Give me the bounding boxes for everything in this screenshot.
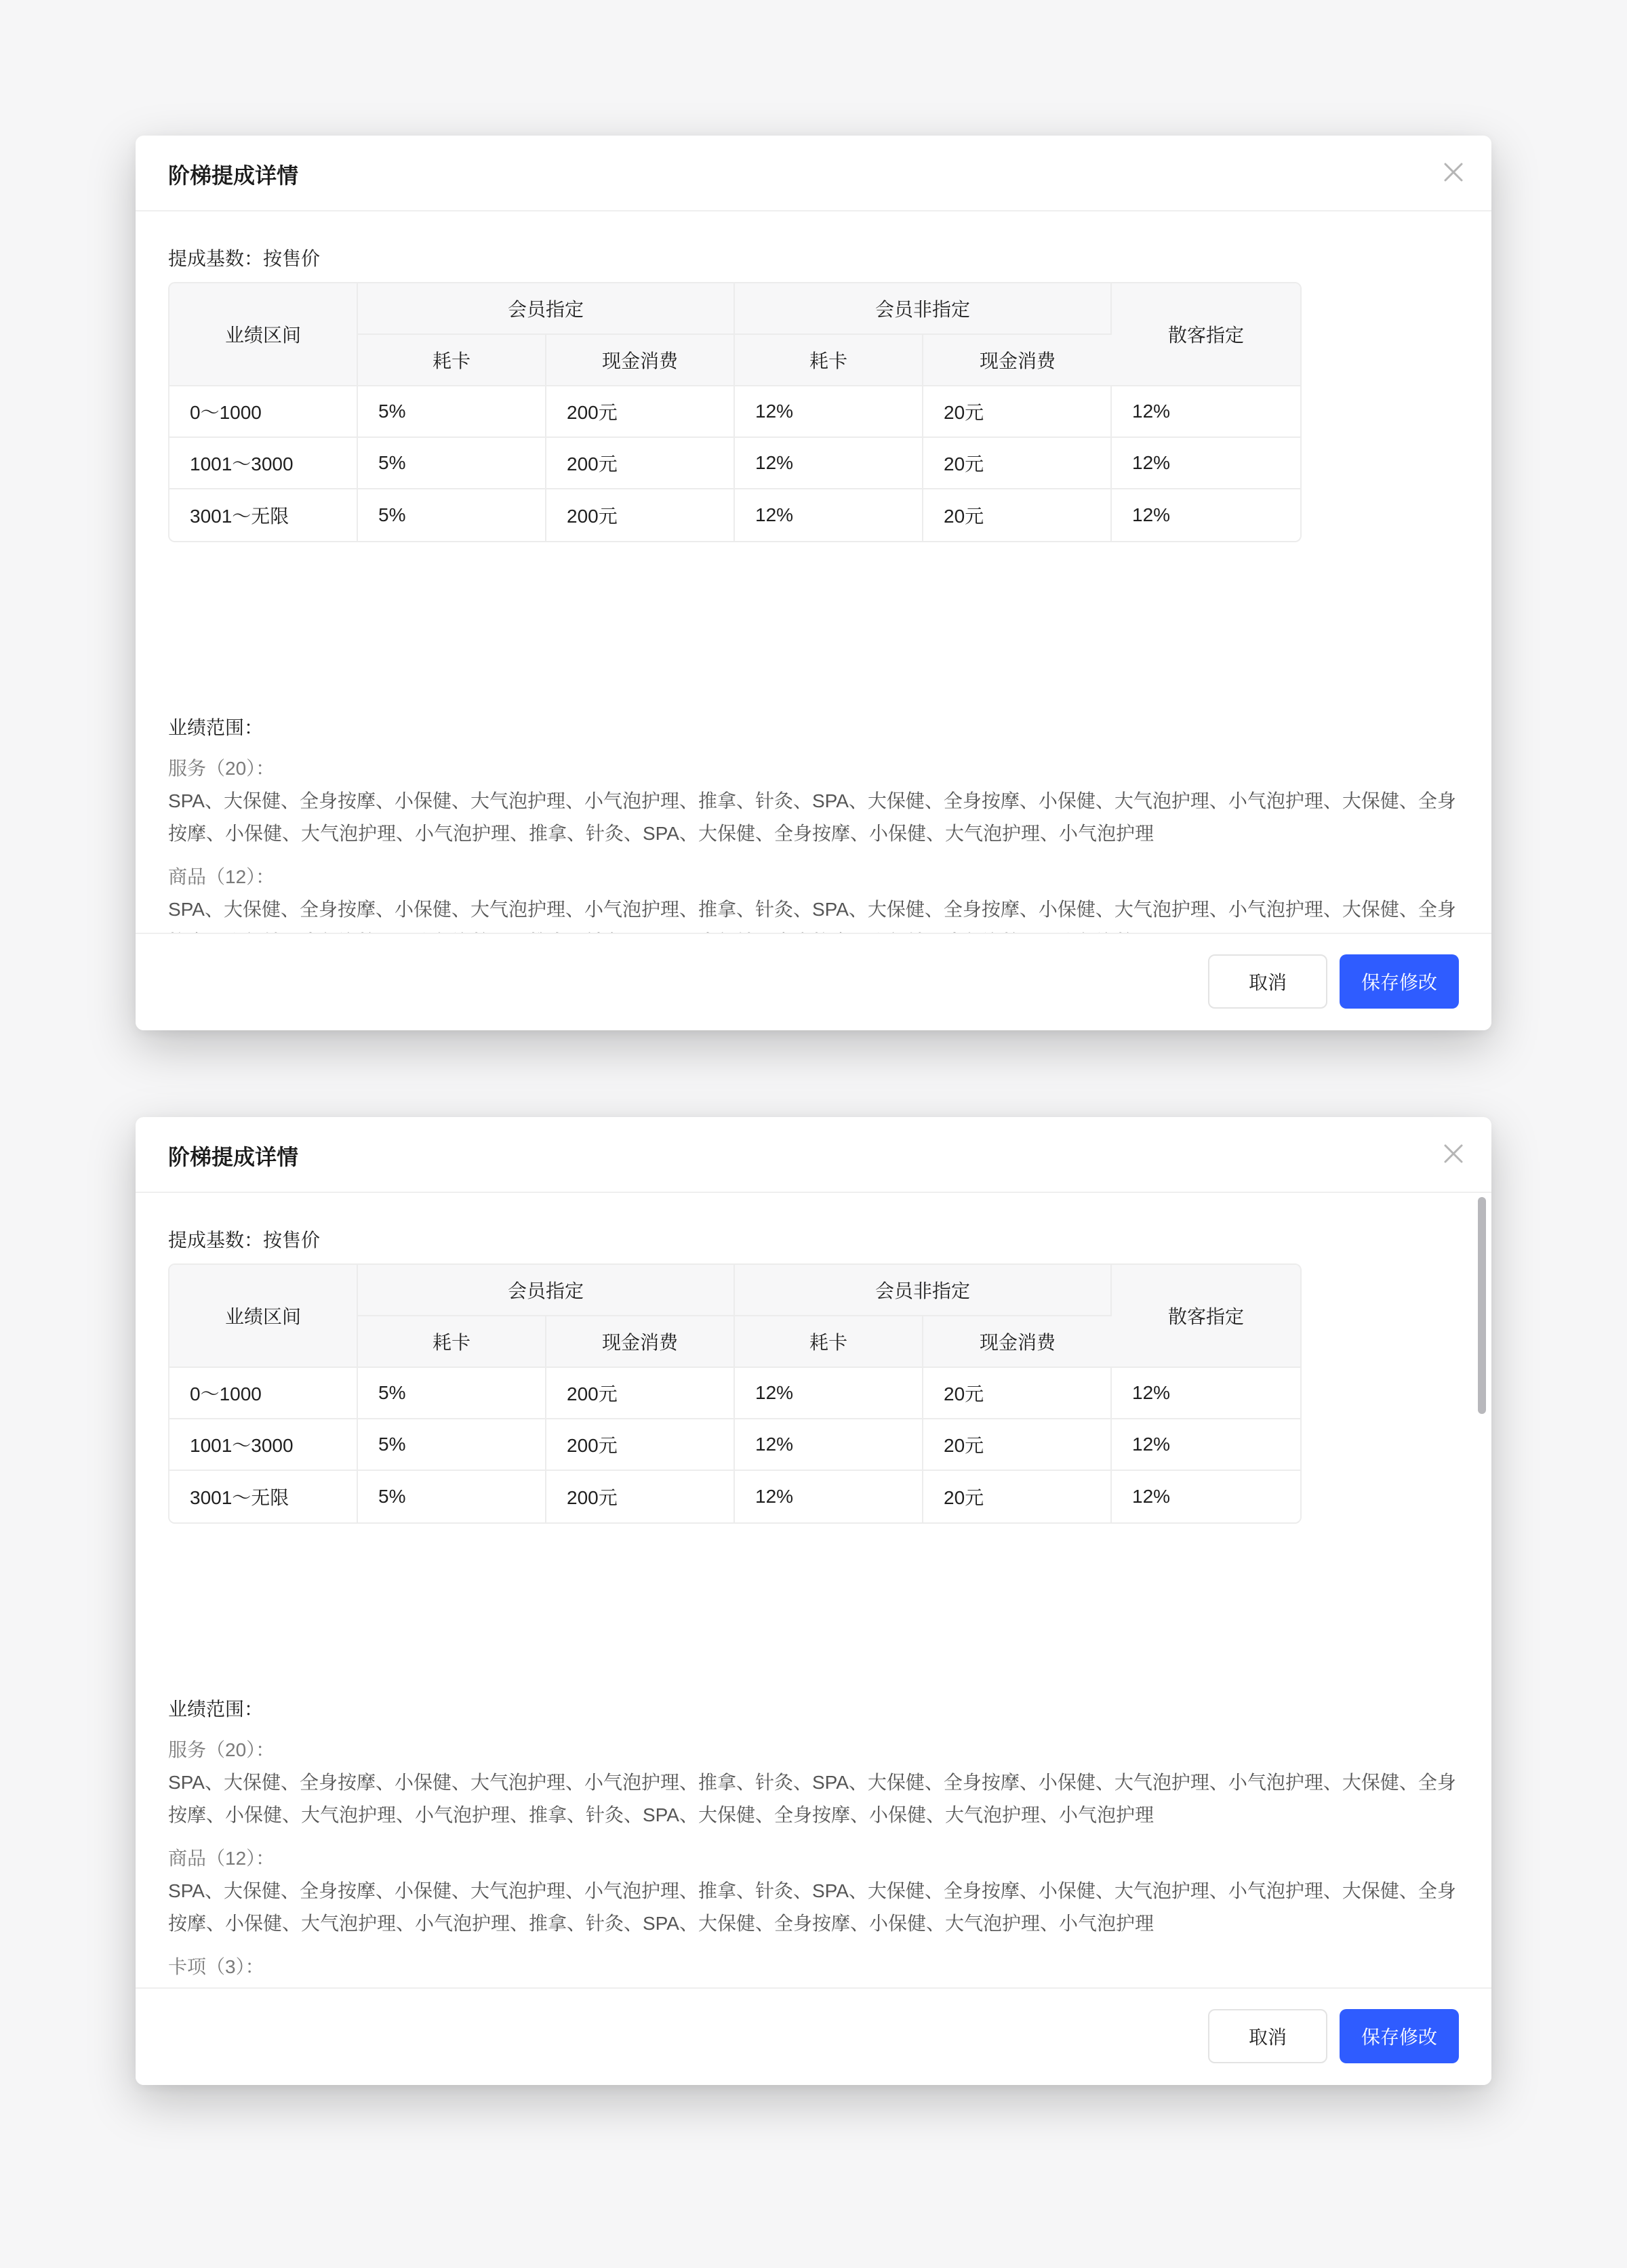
cell-value: 20元	[923, 386, 1112, 438]
table-row	[169, 489, 1300, 541]
goods-scope	[168, 1842, 1459, 1940]
cancel-button[interactable]: 取消	[1208, 954, 1327, 1009]
service-scope	[168, 1734, 1459, 1831]
header-walkin-assigned: 散客指定	[1112, 1265, 1300, 1368]
service-label: 服务（20）：	[168, 1739, 275, 1760]
subheader-card: 耗卡	[735, 1316, 923, 1368]
cell-value: 200元	[546, 438, 735, 489]
cell-range: 1001～3000	[169, 1419, 358, 1471]
cell-value: 200元	[546, 1419, 735, 1471]
cell-value: 5%	[358, 1368, 546, 1419]
table-row	[169, 1471, 1300, 1522]
service-list: SPA、大保健、全身按摩、小保健、大气泡护理、小气泡护理、推拿、针灸、SPA、大保健、全身按摩、小保健、大气泡护理、小气泡护理、大保健、全身按摩、小保健、大气泡护理、小气泡护理、推拿、针灸、SPA、大保健、全身按摩、小保健、大气泡护理、小气泡护理	[168, 790, 1456, 844]
scope-label: 业绩范围：	[168, 717, 264, 738]
cell-value: 12%	[735, 1419, 923, 1471]
commission-detail-dialog	[136, 136, 1491, 1030]
subheader-card: 耗卡	[358, 335, 546, 386]
performance-scope	[168, 1693, 1459, 1726]
header-member-assigned: 会员指定	[358, 1265, 735, 1316]
cell-value: 5%	[358, 438, 546, 489]
cell-value: 12%	[735, 1368, 923, 1419]
service-list: SPA、大保健、全身按摩、小保健、大气泡护理、小气泡护理、推拿、针灸、SPA、大保健、全身按摩、小保健、大气泡护理、小气泡护理、大保健、全身按摩、小保健、大气泡护理、小气泡护理、推拿、针灸、SPA、大保健、全身按摩、小保健、大气泡护理、小气泡护理	[168, 1772, 1456, 1825]
header-member-unassigned: 会员非指定	[735, 1265, 1112, 1316]
cell-value: 12%	[735, 438, 923, 489]
save-button[interactable]: 保存修改	[1340, 954, 1459, 1009]
service-scope	[168, 752, 1459, 850]
close-icon[interactable]	[1440, 159, 1467, 186]
cell-value: 200元	[546, 489, 735, 541]
cell-value: 5%	[358, 1419, 546, 1471]
dialog-title: 阶梯提成详情	[168, 1145, 299, 1169]
cell-range: 1001～3000	[169, 438, 358, 489]
cell-value: 12%	[1112, 1471, 1300, 1522]
service-label: 服务（20）：	[168, 758, 275, 779]
goods-list: SPA、大保健、全身按摩、小保健、大气泡护理、小气泡护理、推拿、针灸、SPA、大保健、全身按摩、小保健、大气泡护理、小气泡护理、大保健、全身按摩、小保健、大气泡护理、小气泡护理、推拿、针灸、SPA、大保健、全身按摩、小保健、大气泡护理、小气泡护理	[168, 1880, 1456, 1934]
cell-value: 5%	[358, 1471, 546, 1522]
dialog-footer	[136, 933, 1491, 1030]
cell-value: 12%	[1112, 489, 1300, 541]
commission-basis: 提成基数：按售价	[168, 248, 321, 269]
cell-value: 5%	[358, 386, 546, 438]
cell-value: 12%	[1112, 1419, 1300, 1471]
dialog-header	[136, 136, 1491, 211]
cell-range: 3001～无限	[169, 1471, 358, 1522]
cell-value: 200元	[546, 386, 735, 438]
tier-table	[168, 282, 1302, 542]
goods-list: SPA、大保健、全身按摩、小保健、大气泡护理、小气泡护理、推拿、针灸、SPA、大保健、全身按摩、小保健、大气泡护理、小气泡护理、大保健、全身	[168, 899, 1456, 920]
cell-value: 200元	[546, 1368, 735, 1419]
save-button[interactable]: 保存修改	[1340, 2009, 1459, 2063]
close-icon[interactable]	[1440, 1140, 1467, 1167]
dialog-title: 阶梯提成详情	[168, 163, 299, 188]
subheader-cash: 现金消费	[546, 335, 735, 386]
cell-value: 20元	[923, 489, 1112, 541]
table-row	[169, 438, 1300, 489]
commission-basis: 提成基数：按售价	[168, 1230, 321, 1251]
table-row	[169, 1368, 1300, 1419]
cell-range: 3001～无限	[169, 489, 358, 541]
card-label: 卡项（3）：	[168, 1956, 264, 1977]
table-row	[169, 386, 1300, 438]
header-member-assigned: 会员指定	[358, 283, 735, 335]
cell-value: 20元	[923, 1471, 1112, 1522]
dialog-footer	[136, 1987, 1491, 2085]
cell-value: 12%	[735, 1471, 923, 1522]
cell-range: 0～1000	[169, 386, 358, 438]
cell-value: 200元	[546, 1471, 735, 1522]
header-range: 业绩区间	[169, 283, 358, 386]
dialog-header	[136, 1117, 1491, 1193]
header-member-unassigned: 会员非指定	[735, 283, 1112, 335]
subheader-cash: 现金消费	[923, 1316, 1112, 1368]
cell-value: 20元	[923, 438, 1112, 489]
subheader-card: 耗卡	[358, 1316, 546, 1368]
subheader-cash: 现金消费	[923, 335, 1112, 386]
cancel-button[interactable]: 取消	[1208, 2009, 1327, 2063]
subheader-card: 耗卡	[735, 335, 923, 386]
subheader-cash: 现金消费	[546, 1316, 735, 1368]
cell-value: 12%	[1112, 386, 1300, 438]
cell-range: 0～1000	[169, 1368, 358, 1419]
scrollbar-thumb[interactable]	[1478, 1197, 1486, 1414]
goods-label: 商品（12）：	[168, 866, 275, 887]
cell-value: 12%	[735, 489, 923, 541]
cell-value: 12%	[735, 386, 923, 438]
cell-value: 12%	[1112, 1368, 1300, 1419]
scope-label: 业绩范围：	[168, 1699, 264, 1720]
cell-value: 12%	[1112, 438, 1300, 489]
table-row	[169, 1419, 1300, 1471]
cell-value: 5%	[358, 489, 546, 541]
performance-scope	[168, 712, 1459, 744]
cell-value: 20元	[923, 1419, 1112, 1471]
commission-detail-dialog-scrollable	[136, 1117, 1491, 2085]
header-range: 业绩区间	[169, 1265, 358, 1368]
goods-label: 商品（12）：	[168, 1848, 275, 1869]
tier-table	[168, 1263, 1302, 1524]
cell-value: 20元	[923, 1368, 1112, 1419]
header-walkin-assigned: 散客指定	[1112, 283, 1300, 386]
